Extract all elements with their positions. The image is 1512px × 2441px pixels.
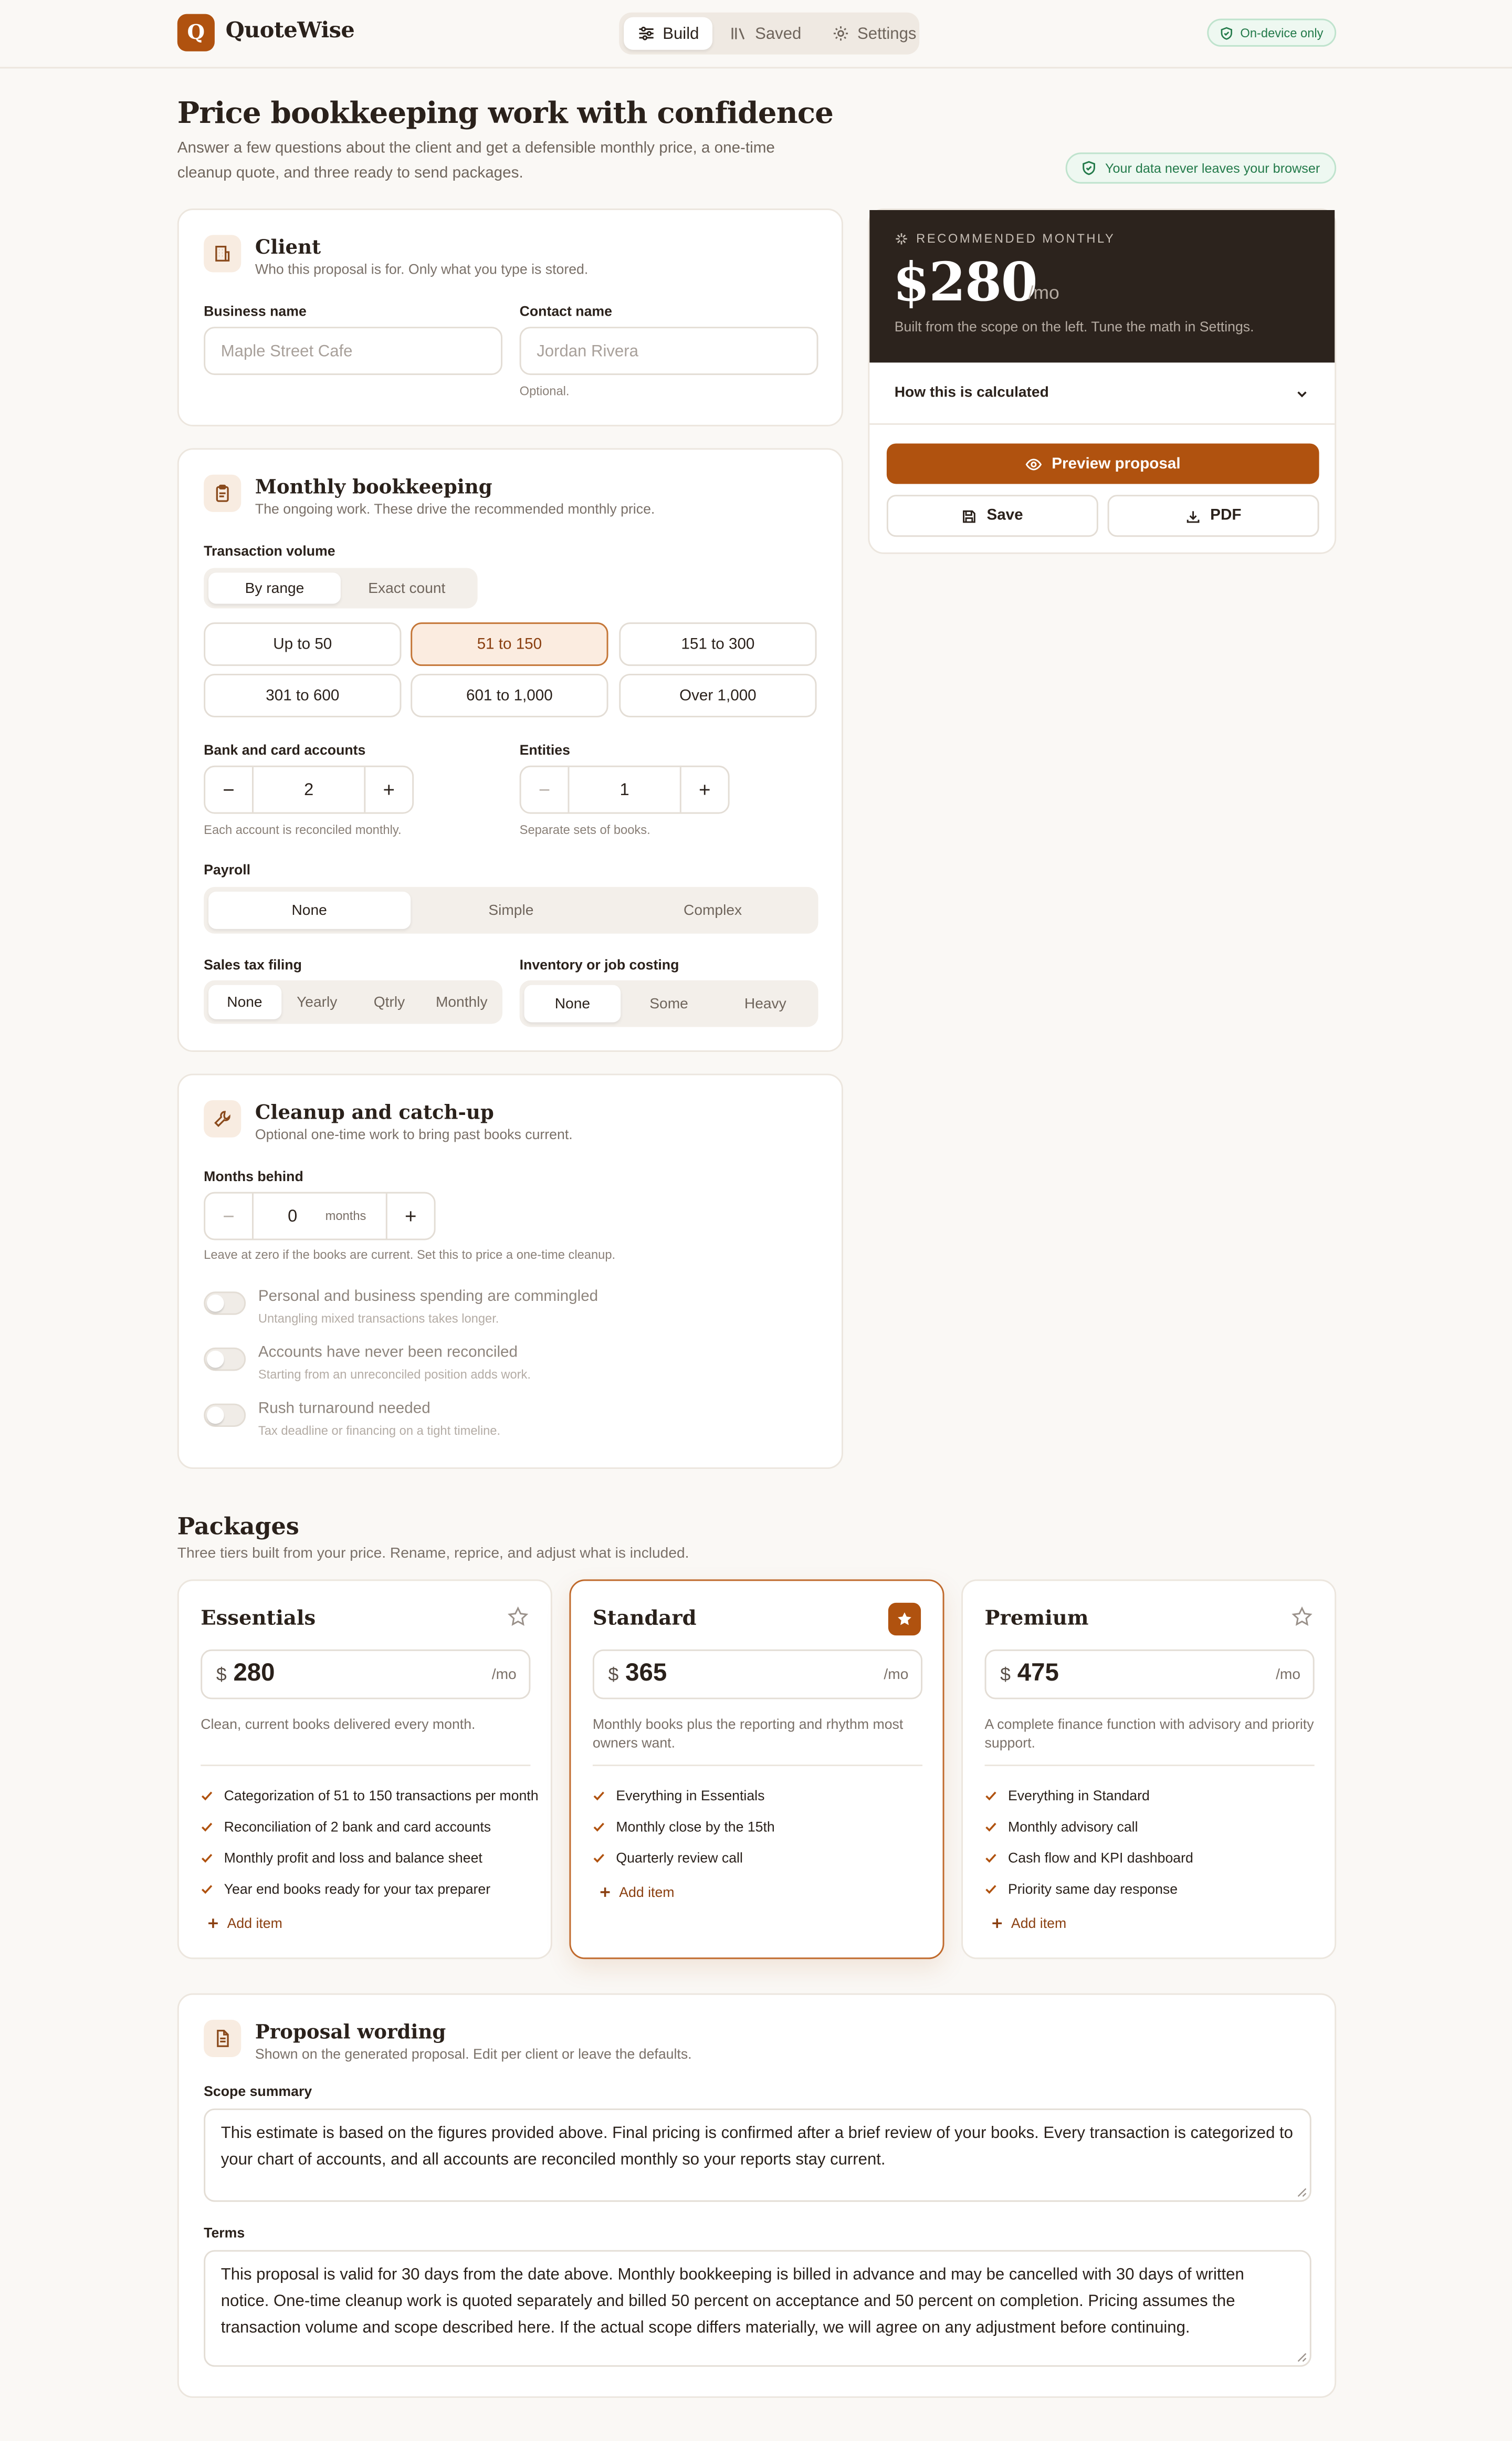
on-device-badge-label: On-device only xyxy=(1240,25,1324,40)
package-name[interactable]: Premium xyxy=(984,1607,1089,1631)
inventory-none[interactable]: None xyxy=(524,985,621,1023)
recommended-subtitle: Built from the scope on the left. Tune the math in Settings. xyxy=(894,319,1254,335)
package-card-standard xyxy=(569,1579,944,1959)
mode-exact-count[interactable]: Exact count xyxy=(368,579,446,597)
package-items xyxy=(985,1780,1284,1905)
volume-label: Transaction volume xyxy=(204,543,335,559)
entities-stepper xyxy=(520,766,730,814)
package-item[interactable] xyxy=(985,1811,1284,1842)
toggle-title: Personal and business spending are commingled xyxy=(258,1288,598,1306)
package-price-input[interactable] xyxy=(593,1650,922,1699)
package-card-essentials xyxy=(177,1579,552,1959)
packages-subtitle: Three tiers built from your price. Rename, reprice, and adjust what is included. xyxy=(177,1545,689,1562)
package-item-label: Reconciliation of 2 bank and card accounts xyxy=(224,1819,491,1835)
package-price: 365 xyxy=(625,1660,667,1687)
plus-icon xyxy=(207,1917,219,1929)
sales-tax-yearly[interactable]: Yearly xyxy=(297,993,338,1011)
clipboard-icon xyxy=(204,475,241,512)
range-option[interactable]: 151 to 300 xyxy=(619,622,816,666)
sparkle-icon xyxy=(895,232,909,246)
months-hint: Leave at zero if the books are current. Set this to price a one-time cleanup. xyxy=(204,1248,616,1262)
range-option[interactable]: 601 to 1,000 xyxy=(411,674,608,717)
save-icon xyxy=(962,508,978,524)
price-period: /mo xyxy=(884,1666,909,1684)
tab-settings[interactable] xyxy=(818,17,930,50)
payroll-label: Payroll xyxy=(204,862,251,878)
page-title: Price bookkeeping work with confidence xyxy=(177,96,834,131)
months-stepper xyxy=(204,1192,435,1240)
package-item-label: Cash flow and KPI dashboard xyxy=(1008,1850,1193,1866)
package-item-label: Quarterly review call xyxy=(616,1850,743,1866)
divider xyxy=(201,1765,530,1766)
plus-icon xyxy=(599,1886,612,1898)
recommended-per: /mo xyxy=(1028,281,1059,304)
client-title: Client xyxy=(255,235,321,258)
price-period: /mo xyxy=(491,1666,517,1684)
building-icon xyxy=(204,235,241,272)
business-name-input[interactable]: Maple Street Cafe xyxy=(204,327,502,375)
proposal-wording-card xyxy=(177,1994,1336,2398)
wording-title: Proposal wording xyxy=(255,2019,446,2043)
shield-check-icon xyxy=(1220,26,1234,40)
toggle-switch[interactable] xyxy=(204,1291,246,1315)
accounts-stepper xyxy=(204,766,414,814)
check-icon xyxy=(985,1883,998,1895)
currency-symbol: $ xyxy=(216,1663,227,1685)
check-icon xyxy=(985,1852,998,1864)
wording-subtitle: Shown on the generated proposal. Edit per client or leave the defaults. xyxy=(255,2046,692,2062)
package-item[interactable] xyxy=(593,1811,891,1842)
decrement-button[interactable]: − xyxy=(223,778,235,801)
entities-label: Entities xyxy=(519,742,570,758)
eye-icon xyxy=(1025,455,1043,473)
range-option[interactable]: Over 1,000 xyxy=(619,674,816,717)
contact-name-input[interactable]: Jordan Rivera xyxy=(520,327,818,375)
wrench-icon xyxy=(204,1100,241,1138)
toggle-subtitle: Starting from an unreconciled position adds work. xyxy=(258,1368,531,1382)
toggle-title: Accounts have never been reconciled xyxy=(258,1344,518,1362)
range-option[interactable]: 301 to 600 xyxy=(204,674,401,717)
volume-mode-toggle xyxy=(204,568,477,608)
entities-value[interactable]: 1 xyxy=(568,767,681,812)
preview-proposal-button[interactable] xyxy=(887,443,1319,484)
package-item-label: Monthly advisory call xyxy=(1008,1819,1138,1835)
package-price: 475 xyxy=(1017,1660,1059,1687)
inventory-some[interactable]: Some xyxy=(649,995,688,1013)
check-icon xyxy=(201,1789,213,1802)
contact-name-label: Contact name xyxy=(519,303,612,319)
contact-name-hint: Optional. xyxy=(519,384,570,399)
pdf-label: PDF xyxy=(1210,507,1242,525)
package-items xyxy=(201,1780,539,1905)
brand-name[interactable]: QuoteWise xyxy=(225,18,355,44)
add-item-button[interactable] xyxy=(599,1884,675,1900)
months-behind-label: Months behind xyxy=(204,1169,303,1184)
save-label: Save xyxy=(986,507,1023,525)
package-price-input[interactable] xyxy=(201,1650,530,1699)
client-card xyxy=(177,208,843,426)
tab-saved-label: Saved xyxy=(755,24,802,43)
privacy-badge xyxy=(1066,152,1337,183)
package-item-label: Everything in Standard xyxy=(1008,1788,1150,1804)
package-item[interactable] xyxy=(201,1842,499,1873)
cleanup-title: Cleanup and catch-up xyxy=(255,1100,494,1124)
increment-button[interactable]: + xyxy=(404,1204,417,1228)
shield-check-icon xyxy=(1082,160,1098,176)
add-item-button[interactable] xyxy=(207,1915,282,1931)
terms-text: This proposal is valid for 30 days from the date above. Monthly bookkeeping is billed in advance and may be cancelled with 30 days of written notice. One-time cleanup work is quoted separately and billed 50 percent on acceptance and 50 percent on completion. Pricing assumes the transaction volume and scope described here. If the actual scope differs materially, we will agree on any adjustment before continuing. xyxy=(220,2266,1244,2338)
package-item-label: Priority same day response xyxy=(1008,1881,1178,1897)
on-device-badge xyxy=(1207,19,1336,47)
months-value-field[interactable] xyxy=(252,1194,387,1239)
recommended-label: RECOMMENDED MONTHLY xyxy=(916,232,1116,246)
check-icon xyxy=(593,1789,605,1802)
cleanup-subtitle: Optional one-time work to bring past books current. xyxy=(255,1126,573,1142)
sales-tax-qtrly[interactable]: Qtrly xyxy=(373,993,405,1011)
accounts-label: Bank and card accounts xyxy=(204,742,366,758)
divider xyxy=(593,1765,922,1766)
decrement-button[interactable]: − xyxy=(538,778,551,801)
sales-tax-toggle xyxy=(204,980,502,1024)
package-item[interactable] xyxy=(201,1811,499,1842)
decrement-button[interactable]: − xyxy=(223,1204,235,1228)
accounts-value[interactable]: 2 xyxy=(252,767,365,812)
privacy-badge-label: Your data never leaves your browser xyxy=(1105,160,1320,176)
package-description[interactable]: A complete finance function with advisory and priority support. xyxy=(984,1716,1314,1751)
increment-button[interactable]: + xyxy=(383,778,395,801)
check-icon xyxy=(593,1852,605,1864)
terms-label: Terms xyxy=(204,2225,245,2241)
package-items xyxy=(593,1780,891,1874)
sliders-icon xyxy=(638,25,655,42)
check-icon xyxy=(593,1821,605,1833)
add-item-label: Add item xyxy=(227,1915,282,1932)
months-value: 0 xyxy=(288,1206,298,1226)
inventory-toggle xyxy=(520,980,818,1027)
accounts-hint: Each account is reconciled monthly. xyxy=(204,823,402,838)
package-item[interactable] xyxy=(201,1780,539,1811)
sales-tax-label: Sales tax filing xyxy=(204,957,302,973)
library-icon xyxy=(730,25,748,42)
range-option[interactable]: Up to 50 xyxy=(204,622,401,666)
price-period: /mo xyxy=(1276,1666,1301,1684)
resize-handle-icon[interactable] xyxy=(1296,2186,1307,2197)
top-bar xyxy=(0,0,1512,68)
package-description[interactable]: Clean, current books delivered every month. xyxy=(201,1716,476,1732)
package-item[interactable] xyxy=(593,1842,891,1873)
payroll-none[interactable]: None xyxy=(208,892,410,929)
featured-star-button[interactable] xyxy=(888,1603,921,1635)
package-item-label: Everything in Essentials xyxy=(616,1788,765,1804)
package-name[interactable]: Standard xyxy=(592,1607,697,1631)
package-description[interactable]: Monthly books plus the reporting and rhythm most owners want. xyxy=(592,1716,904,1751)
star-outline-icon[interactable] xyxy=(507,1606,529,1628)
terms-textarea[interactable] xyxy=(204,2250,1311,2366)
plus-icon xyxy=(991,1917,1003,1929)
check-icon xyxy=(201,1883,213,1895)
package-price-input[interactable] xyxy=(985,1650,1315,1699)
preview-proposal-label: Preview proposal xyxy=(1052,455,1181,473)
toggle-subtitle: Untangling mixed transactions takes longer. xyxy=(258,1311,499,1326)
inventory-heavy[interactable]: Heavy xyxy=(744,995,786,1013)
increment-button[interactable]: + xyxy=(698,778,711,801)
mode-by-range[interactable]: By range xyxy=(208,572,341,603)
inventory-label: Inventory or job costing xyxy=(519,957,679,973)
check-icon xyxy=(201,1852,213,1864)
package-name[interactable]: Essentials xyxy=(201,1607,316,1631)
currency-symbol: $ xyxy=(1000,1663,1011,1685)
package-item[interactable] xyxy=(985,1873,1284,1904)
tab-build-label: Build xyxy=(663,24,699,43)
recommended-header xyxy=(869,210,1335,362)
check-icon xyxy=(985,1789,998,1802)
main-nav xyxy=(619,13,919,55)
resize-handle-icon[interactable] xyxy=(1296,2351,1307,2362)
monthly-title: Monthly bookkeeping xyxy=(255,474,492,498)
gear-icon xyxy=(833,25,850,42)
cleanup-card xyxy=(177,1073,843,1469)
scope-summary-text: This estimate is based on the figures provided above. Final pricing is confirmed after a brief review of your books. Every transaction is categorized to your chart of accounts, and all accounts are reconciled monthly so your reports stay current. xyxy=(220,2124,1294,2169)
check-icon xyxy=(985,1821,998,1833)
check-icon xyxy=(201,1821,213,1833)
toggle-subtitle: Tax deadline or financing on a tight timeline. xyxy=(258,1424,501,1438)
tab-settings-label: Settings xyxy=(857,24,917,43)
entities-hint: Separate sets of books. xyxy=(519,823,650,838)
package-item[interactable] xyxy=(593,1780,891,1811)
package-item-label: Year end books ready for your tax preparer xyxy=(224,1881,491,1897)
star-outline-icon[interactable] xyxy=(1291,1606,1312,1628)
tab-build[interactable] xyxy=(624,17,713,50)
sales-tax-none[interactable]: None xyxy=(208,985,281,1019)
star-filled-icon xyxy=(896,1611,914,1628)
page-subtitle: Answer a few questions about the client and get a defensible monthly price, a one-time cleanup quote, and three ready to send packages. xyxy=(177,140,775,182)
add-item-label: Add item xyxy=(619,1884,675,1900)
currency-symbol: $ xyxy=(608,1663,619,1685)
toggle-switch[interactable] xyxy=(204,1404,246,1427)
package-item[interactable] xyxy=(985,1842,1284,1873)
payroll-simple[interactable]: Simple xyxy=(488,902,534,919)
pdf-button[interactable] xyxy=(1108,495,1319,537)
add-item-label: Add item xyxy=(1011,1915,1067,1932)
monthly-subtitle: The ongoing work. These drive the recommended monthly price. xyxy=(255,501,655,517)
document-icon xyxy=(204,2020,241,2057)
monthly-card xyxy=(177,448,843,1052)
package-item-label: Monthly close by the 15th xyxy=(616,1819,775,1835)
packages-title: Packages xyxy=(177,1512,299,1541)
package-item-label: Monthly profit and loss and balance sheet xyxy=(224,1850,482,1866)
payroll-complex[interactable]: Complex xyxy=(683,902,742,919)
toggle-switch[interactable] xyxy=(204,1348,246,1371)
recommended-panel xyxy=(868,208,1336,554)
payroll-toggle xyxy=(204,887,818,934)
business-name-label: Business name xyxy=(204,303,307,319)
package-item[interactable] xyxy=(985,1780,1284,1811)
sales-tax-monthly[interactable]: Monthly xyxy=(435,993,488,1011)
package-item-label: Categorization of 51 to 150 transactions per month xyxy=(224,1788,539,1804)
package-card-premium xyxy=(961,1579,1336,1959)
toggle-title: Rush turnaround needed xyxy=(258,1400,430,1418)
client-subtitle: Who this proposal is for. Only what you type is stored. xyxy=(255,261,589,277)
package-item[interactable] xyxy=(201,1873,499,1904)
tab-saved[interactable] xyxy=(716,17,815,50)
scope-summary-label: Scope summary xyxy=(204,2083,312,2100)
recommended-price: $280 xyxy=(892,252,1037,315)
chevron-down-icon xyxy=(1294,386,1310,402)
divider xyxy=(985,1765,1315,1766)
package-price: 280 xyxy=(233,1660,275,1687)
months-unit: months xyxy=(325,1209,366,1223)
scope-summary-textarea[interactable] xyxy=(204,2109,1311,2202)
how-calculated-label: How this is calculated xyxy=(894,384,1049,402)
download-icon xyxy=(1185,508,1201,524)
add-item-button[interactable] xyxy=(991,1915,1066,1931)
logo[interactable]: Q xyxy=(177,14,215,51)
how-calculated-toggle[interactable] xyxy=(869,362,1335,425)
range-option-selected[interactable]: 51 to 150 xyxy=(411,622,608,666)
recommended-label-row xyxy=(895,232,1116,246)
save-button[interactable] xyxy=(887,495,1098,537)
